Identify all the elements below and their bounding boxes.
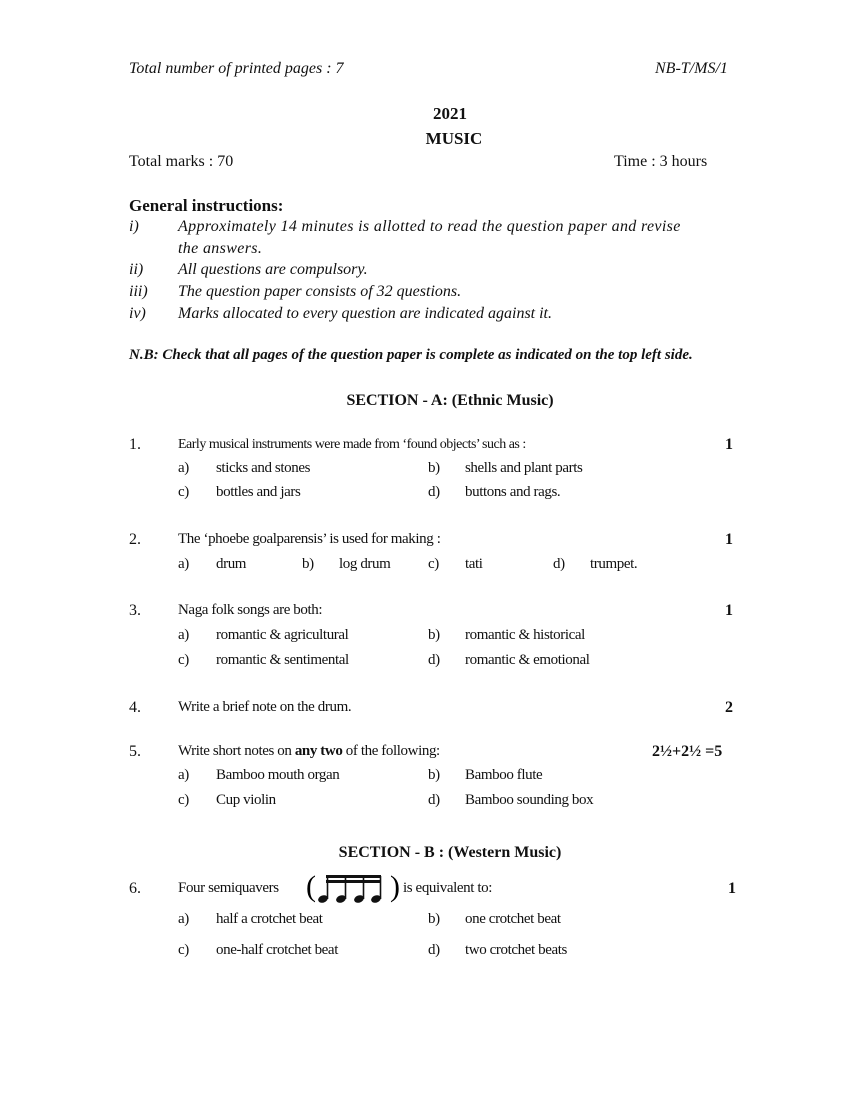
- section-b-heading: SECTION - B : (Western Music): [338, 844, 562, 861]
- option-label: b): [428, 767, 440, 783]
- option-label: c): [178, 484, 189, 500]
- option-label: d): [428, 652, 440, 668]
- option-label: a): [178, 556, 189, 572]
- option-text: half a crotchet beat: [216, 911, 323, 927]
- option-label: b): [428, 627, 440, 643]
- question-number: 5.: [129, 743, 141, 760]
- question-number: 4.: [129, 699, 141, 716]
- instruction-text: Approximately 14 minutes is allotted to read the question paper and revise: [178, 218, 681, 235]
- option-text: log drum: [339, 556, 391, 572]
- option-label: b): [428, 911, 440, 927]
- instruction-num: i): [129, 218, 139, 235]
- question-text: [178, 743, 440, 760]
- question-marks: 2: [725, 699, 733, 716]
- option-label: c): [428, 556, 439, 572]
- option-label: b): [302, 556, 314, 572]
- paren-open-icon: (: [306, 870, 316, 903]
- instruction-num: iv): [129, 305, 146, 322]
- option-label: d): [428, 484, 440, 500]
- instructions-heading: General instructions:: [129, 196, 284, 215]
- question-text: is equivalent to:: [403, 880, 493, 896]
- question-text: Naga folk songs are both:: [178, 602, 323, 618]
- instruction-num: ii): [129, 261, 144, 278]
- exam-year: 2021: [433, 104, 467, 123]
- option-text: romantic & sentimental: [216, 652, 349, 668]
- question-marks: 1: [728, 880, 736, 897]
- option-text: drum: [216, 556, 247, 572]
- option-label: a): [178, 767, 189, 783]
- option-text: trumpet.: [590, 556, 638, 572]
- question-number: 2.: [129, 531, 141, 548]
- printed-pages-note: Total number of printed pages : 7: [129, 60, 344, 77]
- instruction-text: Marks allocated to every question are indicated against it.: [178, 305, 552, 322]
- option-text: Cup violin: [216, 792, 276, 808]
- option-label: d): [428, 792, 440, 808]
- option-text: Bamboo mouth organ: [216, 767, 340, 783]
- question-marks: 1: [725, 531, 733, 548]
- option-text: tati: [465, 556, 483, 572]
- question-text-part: of the following:: [342, 743, 440, 759]
- question-number: 6.: [129, 880, 141, 897]
- instruction-text: the answers.: [178, 240, 263, 257]
- option-text: sticks and stones: [216, 460, 311, 476]
- option-label: a): [178, 460, 189, 476]
- question-text-emphasis: any two: [294, 743, 343, 759]
- paper-code: NB-T/MS/1: [655, 60, 728, 77]
- option-text: two crotchet beats: [465, 942, 567, 958]
- option-text: buttons and rags.: [465, 484, 561, 500]
- option-text: romantic & historical: [465, 627, 585, 643]
- option-label: a): [178, 911, 189, 927]
- question-marks: 1: [725, 602, 733, 619]
- instruction-num: iii): [129, 283, 148, 300]
- option-text: romantic & agricultural: [216, 627, 349, 643]
- question-text: The ‘phoebe goalparensis’ is used for making :: [178, 531, 441, 547]
- instruction-text: All questions are compulsory.: [178, 261, 368, 278]
- option-text: Bamboo flute: [465, 767, 543, 783]
- total-marks: Total marks : 70: [129, 153, 234, 170]
- question-marks: 1: [725, 436, 733, 453]
- option-text: romantic & emotional: [465, 652, 590, 668]
- question-number: 3.: [129, 602, 141, 619]
- question-marks: 2½+2½ =5: [652, 743, 723, 760]
- question-number: 1.: [129, 436, 141, 453]
- section-a-heading: SECTION - A: (Ethnic Music): [346, 392, 554, 409]
- option-text: one crotchet beat: [465, 911, 561, 927]
- instruction-text: The question paper consists of 32 questions.: [178, 283, 462, 300]
- option-label: d): [553, 556, 565, 572]
- nb-note: N.B: Check that all pages of the question paper is complete as indicated on the top left side.: [129, 347, 693, 363]
- option-text: Bamboo sounding box: [465, 792, 594, 808]
- question-text-part: Write short notes on: [178, 743, 295, 759]
- subject-title: MUSIC: [425, 129, 483, 148]
- option-label: c): [178, 942, 189, 958]
- question-text: Four semiquavers: [178, 880, 279, 896]
- option-text: shells and plant parts: [465, 460, 583, 476]
- option-label: d): [428, 942, 440, 958]
- option-text: bottles and jars: [216, 484, 301, 500]
- question-text: Early musical instruments were made from ‘found objects’ such as :: [178, 437, 526, 452]
- option-text: one-half crotchet beat: [216, 942, 338, 958]
- semiquavers-icon: [306, 868, 402, 908]
- option-label: b): [428, 460, 440, 476]
- question-text: Write a brief note on the drum.: [178, 699, 352, 715]
- exam-time: Time : 3 hours: [614, 153, 708, 170]
- paren-close-icon: ): [390, 870, 400, 903]
- option-label: a): [178, 627, 189, 643]
- option-label: c): [178, 792, 189, 808]
- option-label: c): [178, 652, 189, 668]
